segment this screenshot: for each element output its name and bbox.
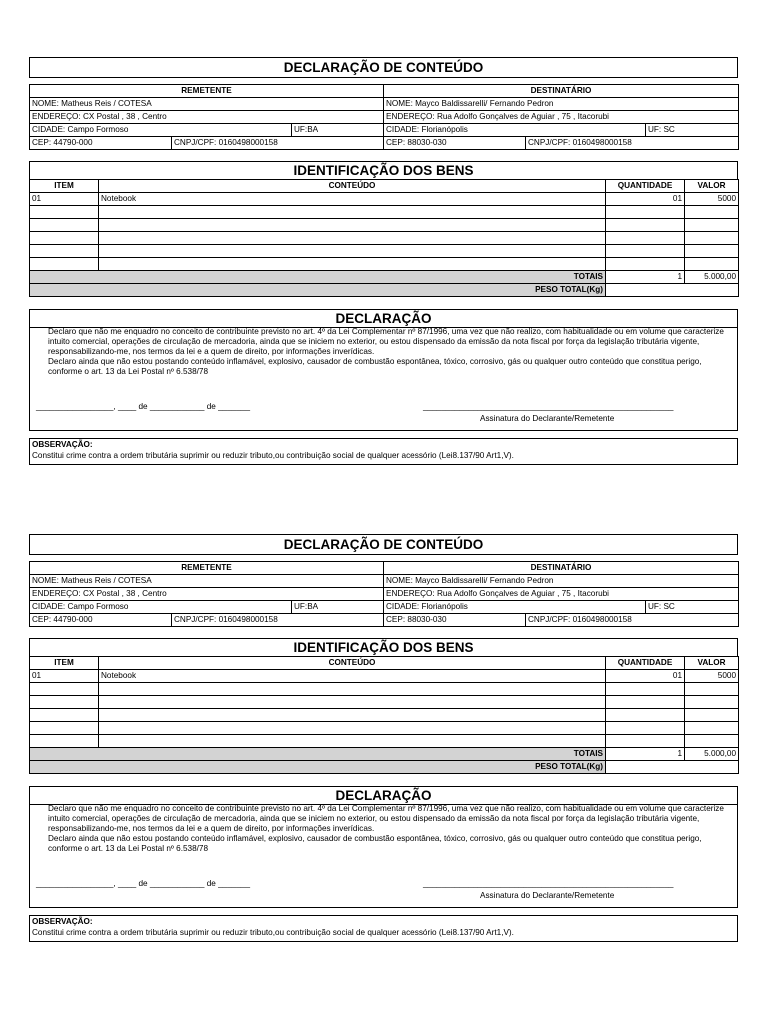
declaracao-text bbox=[32, 804, 735, 854]
destinatario-cidade: CIDADE: Florianópolis bbox=[384, 124, 646, 137]
item-cell bbox=[30, 735, 99, 748]
col-item-header: ITEM bbox=[30, 180, 99, 193]
destinatario-endereco: ENDEREÇO: Rua Adolfo Gonçalves de Aguiar , 75 , Itacorubi bbox=[384, 588, 739, 601]
remetente-cidade: CIDADE: Campo Formoso bbox=[30, 601, 292, 614]
quantidade-cell bbox=[606, 206, 685, 219]
destinatario-cidade: CIDADE: Florianópolis bbox=[384, 601, 646, 614]
table-row bbox=[30, 670, 739, 683]
destinatario-cep: CEP: 88030-030 bbox=[384, 614, 526, 627]
col-conteudo-header: CONTEÚDO bbox=[99, 657, 606, 670]
quantidade-cell: 01 bbox=[606, 670, 685, 683]
item-cell bbox=[30, 232, 99, 245]
conteudo-cell bbox=[99, 232, 606, 245]
valor-cell: 5000 bbox=[685, 670, 739, 683]
quantidade-cell bbox=[606, 683, 685, 696]
declaracao-paragraph-1: Declaro que não me enquadro no conceito de contribuinte previsto no art. 4º da Lei Complementar nº 87/1996, uma vez que não realizo, com habitualidade ou em volume que caracterize intuito comercial, operações de circulação de mercadoria, ainda que se iniciem no exterior, ou estou dispensado da emissão da nota fiscal por força da legislação tributária vigente, responsabilizando-me, nos termos da lei e a quem de direito, por informações inverídicas. bbox=[48, 804, 724, 833]
valor-cell bbox=[685, 722, 739, 735]
remetente-endereco: ENDEREÇO: CX Postal , 38 , Centro bbox=[30, 111, 384, 124]
totais-label: TOTAIS bbox=[30, 748, 606, 761]
title-box bbox=[29, 57, 738, 78]
item-cell bbox=[30, 245, 99, 258]
destinatario-nome: NOME: Mayco Baldissarelli/ Fernando Pedron bbox=[384, 575, 739, 588]
table-row bbox=[30, 696, 739, 709]
remetente-cidade: CIDADE: Campo Formoso bbox=[30, 124, 292, 137]
declaracao-form-1 bbox=[29, 57, 738, 467]
conteudo-cell bbox=[99, 735, 606, 748]
bens-table bbox=[29, 656, 739, 774]
destinatario-uf: UF: SC bbox=[646, 124, 739, 137]
quantidade-cell bbox=[606, 219, 685, 232]
valor-cell bbox=[685, 696, 739, 709]
peso-total-label: PESO TOTAL(Kg) bbox=[30, 761, 606, 774]
table-row bbox=[30, 232, 739, 245]
remetente-uf: UF:BA bbox=[292, 601, 384, 614]
bens-title-box bbox=[29, 638, 738, 656]
totais-valor: 5.000,00 bbox=[685, 748, 739, 761]
peso-total-value bbox=[606, 761, 739, 774]
remetente-cep: CEP: 44790-000 bbox=[30, 137, 172, 150]
address-table bbox=[29, 84, 739, 150]
declaracao-title: DECLARAÇÃO bbox=[30, 310, 737, 328]
remetente-uf: UF:BA bbox=[292, 124, 384, 137]
conteudo-cell bbox=[99, 722, 606, 735]
remetente-header: REMETENTE bbox=[30, 85, 384, 98]
conteudo-cell bbox=[99, 219, 606, 232]
signature-line: _______________________________________________________ bbox=[423, 402, 674, 411]
item-cell bbox=[30, 696, 99, 709]
bens-table bbox=[29, 179, 739, 297]
totais-label: TOTAIS bbox=[30, 271, 606, 284]
conteudo-cell bbox=[99, 206, 606, 219]
quantidade-cell bbox=[606, 696, 685, 709]
valor-cell bbox=[685, 709, 739, 722]
valor-cell bbox=[685, 245, 739, 258]
quantidade-cell: 01 bbox=[606, 193, 685, 206]
destinatario-cep: CEP: 88030-030 bbox=[384, 137, 526, 150]
col-valor-header: VALOR bbox=[685, 180, 739, 193]
conteudo-cell bbox=[99, 709, 606, 722]
address-table bbox=[29, 561, 739, 627]
table-row bbox=[30, 245, 739, 258]
conteudo-cell bbox=[99, 683, 606, 696]
quantidade-cell bbox=[606, 735, 685, 748]
form-title: DECLARAÇÃO DE CONTEÚDO bbox=[283, 60, 484, 75]
remetente-nome: NOME: Matheus Reis / COTESA bbox=[30, 575, 384, 588]
remetente-cnpj: CNPJ/CPF: 0160498000158 bbox=[172, 614, 384, 627]
observacao-text: Constitui crime contra a ordem tributária suprimir ou reduzir tributo,ou contribuição social de qualquer acessório (Lei8.137/90 Art1,V). bbox=[32, 928, 514, 937]
table-row bbox=[30, 722, 739, 735]
bens-title: IDENTIFICAÇÃO DOS BENS bbox=[293, 640, 474, 655]
conteudo-cell bbox=[99, 696, 606, 709]
item-cell bbox=[30, 683, 99, 696]
destinatario-header: DESTINATÁRIO bbox=[384, 562, 739, 575]
quantidade-cell bbox=[606, 245, 685, 258]
item-cell bbox=[30, 709, 99, 722]
totais-quantidade: 1 bbox=[606, 748, 685, 761]
table-row bbox=[30, 206, 739, 219]
item-cell: 01 bbox=[30, 670, 99, 683]
signature-label: Assinatura do Declarante/Remetente bbox=[480, 414, 615, 423]
declaracao-text bbox=[32, 327, 735, 377]
bens-title: IDENTIFICAÇÃO DOS BENS bbox=[293, 163, 474, 178]
table-row bbox=[30, 219, 739, 232]
valor-cell bbox=[685, 206, 739, 219]
form-title: DECLARAÇÃO DE CONTEÚDO bbox=[283, 537, 484, 552]
remetente-cep: CEP: 44790-000 bbox=[30, 614, 172, 627]
col-quantidade-header: QUANTIDADE bbox=[606, 657, 685, 670]
title-box bbox=[29, 534, 738, 555]
declaracao-title: DECLARAÇÃO bbox=[30, 787, 737, 805]
remetente-cnpj: CNPJ/CPF: 0160498000158 bbox=[172, 137, 384, 150]
totais-valor: 5.000,00 bbox=[685, 271, 739, 284]
col-conteudo-header: CONTEÚDO bbox=[99, 180, 606, 193]
declaracao-box bbox=[29, 309, 738, 431]
totais-quantidade: 1 bbox=[606, 271, 685, 284]
declaracao-form-2 bbox=[29, 534, 738, 944]
peso-total-label: PESO TOTAL(Kg) bbox=[30, 284, 606, 297]
quantidade-cell bbox=[606, 709, 685, 722]
declaracao-box bbox=[29, 786, 738, 908]
table-row bbox=[30, 683, 739, 696]
conteudo-cell bbox=[99, 258, 606, 271]
quantidade-cell bbox=[606, 258, 685, 271]
quantidade-cell bbox=[606, 722, 685, 735]
valor-cell bbox=[685, 232, 739, 245]
remetente-endereco: ENDEREÇO: CX Postal , 38 , Centro bbox=[30, 588, 384, 601]
destinatario-header: DESTINATÁRIO bbox=[384, 85, 739, 98]
declaracao-paragraph-2: Declaro ainda que não estou postando conteúdo inflamável, explosivo, causador de combustão espontânea, tóxico, corrosivo, gás ou qualquer outro conteúdo que constitua perigo, conforme o art. 13 da Lei Postal nº 6.538/78 bbox=[48, 834, 702, 853]
bens-title-box bbox=[29, 161, 738, 179]
peso-total-value bbox=[606, 284, 739, 297]
valor-cell bbox=[685, 258, 739, 271]
valor-cell: 5000 bbox=[685, 193, 739, 206]
declaracao-paragraph-2: Declaro ainda que não estou postando conteúdo inflamável, explosivo, causador de combustão espontânea, tóxico, corrosivo, gás ou qualquer outro conteúdo que constitua perigo, conforme o art. 13 da Lei Postal nº 6.538/78 bbox=[48, 357, 702, 376]
quantidade-cell bbox=[606, 232, 685, 245]
table-row bbox=[30, 258, 739, 271]
destinatario-cnpj: CNPJ/CPF: 0160498000158 bbox=[526, 614, 739, 627]
col-quantidade-header: QUANTIDADE bbox=[606, 180, 685, 193]
destinatario-uf: UF: SC bbox=[646, 601, 739, 614]
table-row bbox=[30, 193, 739, 206]
valor-cell bbox=[685, 219, 739, 232]
conteudo-cell bbox=[99, 245, 606, 258]
signature-label: Assinatura do Declarante/Remetente bbox=[480, 891, 615, 900]
conteudo-cell: Notebook bbox=[99, 670, 606, 683]
observacao-label: OBSERVAÇÃO: bbox=[32, 917, 93, 926]
destinatario-cnpj: CNPJ/CPF: 0160498000158 bbox=[526, 137, 739, 150]
col-valor-header: VALOR bbox=[685, 657, 739, 670]
table-row bbox=[30, 735, 739, 748]
destinatario-endereco: ENDEREÇO: Rua Adolfo Gonçalves de Aguiar , 75 , Itacorubi bbox=[384, 111, 739, 124]
signature-line: _______________________________________________________ bbox=[423, 879, 674, 888]
item-cell bbox=[30, 219, 99, 232]
item-cell: 01 bbox=[30, 193, 99, 206]
observacao-box bbox=[29, 438, 738, 465]
observacao-box bbox=[29, 915, 738, 942]
valor-cell bbox=[685, 735, 739, 748]
table-row bbox=[30, 709, 739, 722]
col-item-header: ITEM bbox=[30, 657, 99, 670]
valor-cell bbox=[685, 683, 739, 696]
item-cell bbox=[30, 258, 99, 271]
observacao-label: OBSERVAÇÃO: bbox=[32, 440, 93, 449]
observacao-text: Constitui crime contra a ordem tributária suprimir ou reduzir tributo,ou contribuição social de qualquer acessório (Lei8.137/90 Art1,V). bbox=[32, 451, 514, 460]
declaracao-paragraph-1: Declaro que não me enquadro no conceito de contribuinte previsto no art. 4º da Lei Complementar nº 87/1996, uma vez que não realizo, com habitualidade ou em volume que caracterize intuito comercial, operações de circulação de mercadoria, ainda que se iniciem no exterior, ou estou dispensado da emissão da nota fiscal por força da legislação tributária vigente, responsabilizando-me, nos termos da lei e a quem de direito, por informações inverídicas. bbox=[48, 327, 724, 356]
item-cell bbox=[30, 722, 99, 735]
conteudo-cell: Notebook bbox=[99, 193, 606, 206]
date-line: _________________, ____ de ____________ de _______ bbox=[36, 879, 251, 888]
item-cell bbox=[30, 206, 99, 219]
remetente-header: REMETENTE bbox=[30, 562, 384, 575]
remetente-nome: NOME: Matheus Reis / COTESA bbox=[30, 98, 384, 111]
destinatario-nome: NOME: Mayco Baldissarelli/ Fernando Pedron bbox=[384, 98, 739, 111]
date-line: _________________, ____ de ____________ de _______ bbox=[36, 402, 251, 411]
